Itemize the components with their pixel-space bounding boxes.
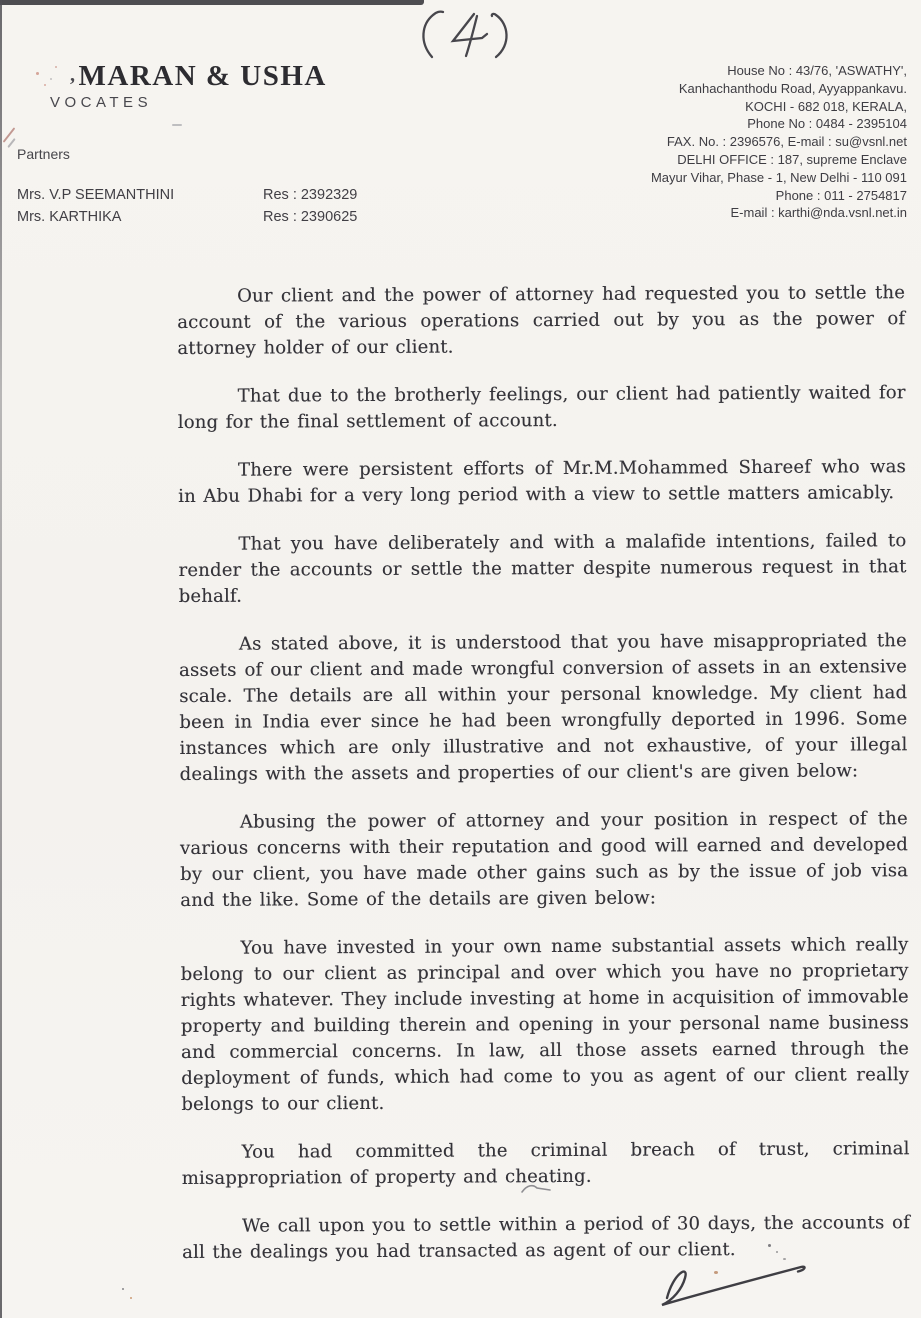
body-paragraph: As stated above, it is understood that you have misappropriated the assets of our client and made wrongful conversion of assets in an extensive scale. The details are all within your personal knowledge. My client had been in India ever since he had been wrongfully deported in 1996. Some instances which are only illustrative and not exhaustive, of your illegal dealings with the assets and properties of our client's are given below: (178, 630, 908, 785)
partner-row (17, 206, 357, 228)
body-paragraph: Our client and the power of attorney had requested you to settle the account of the various operations carried out by you as the power of attorney holder of our client. (177, 282, 906, 359)
body-paragraph: You had committed the criminal breach of trust, criminal misappropriation of property and cheating. (181, 1138, 910, 1189)
firm-name-text: MARAN & USHA (78, 60, 327, 92)
partner-residence-phone: Res : 2390625 (263, 209, 358, 225)
partners-list (17, 184, 357, 228)
handwritten-page-number (405, 5, 525, 63)
partner-residence-phone: Res : 2392329 (263, 187, 358, 203)
scan-speck (36, 72, 39, 75)
body-paragraph: That you have deliberately and with a malafide intentions, failed to render the accounts or settle the matter despite numerous request in that behalf. (178, 530, 907, 607)
address-line: DELHI OFFICE : 187, supreme Enclave (677, 151, 907, 167)
partners-label: Partners (17, 146, 70, 162)
address-line: E-mail : karthi@nda.vsnl.net.in (730, 205, 907, 221)
scan-speck (130, 1297, 132, 1299)
pencil-squiggle-mark (520, 1182, 554, 1196)
scan-speck (55, 66, 57, 68)
scan-speck (44, 84, 46, 86)
office-address-block (651, 62, 907, 222)
scan-speck (50, 78, 52, 80)
address-line: Kanhachanthodu Road, Ayyappankavu. (678, 80, 907, 96)
body-paragraph: We call upon you to settle within a period of 30 days, the accounts of all the dealings you had transacted as agent of our client. (182, 1212, 910, 1263)
scan-speck (122, 1288, 124, 1290)
address-line: Phone No : 0484 - 2395104 (747, 116, 907, 132)
firm-name (70, 60, 327, 93)
address-line: FAX. No. : 2396576, E-mail : su@vsnl.net (666, 134, 907, 150)
scan-artifact-top-edge (0, 0, 424, 5)
signature-flourish (645, 1258, 815, 1310)
body-paragraph: You have invested in your own name substantial assets which really belong to our client as principal and over which you have no proprietary rights whatever. They include investing at home in acquisition of immovable property and building therein and opening in your personal name business and commercial concerns. In law, all those assets earned through the deployment of funds, which had come to you as agent of our client really belongs to our client. (180, 934, 910, 1115)
pencil-mark (7, 138, 15, 148)
cut-letter-mark: , (70, 64, 77, 86)
firm-subtitle-advocates: VOCATES (50, 94, 153, 111)
scan-artifact-left-edge (0, 0, 2, 1318)
address-line: KOCHI - 682 018, KERALA, (745, 98, 907, 114)
body-paragraph: That due to the brotherly feelings, our client had patiently waited for long for the final settlement of account. (177, 382, 906, 433)
partner-name: Mrs. KARTHIKA (17, 209, 122, 225)
stray-dash-mark (172, 124, 182, 126)
address-line: House No : 43/76, 'ASWATHY', (727, 63, 907, 78)
address-line: Mayur Vihar, Phase - 1, New Delhi - 110 091 (650, 169, 907, 185)
partner-name: Mrs. V.P SEEMANTHINI (17, 187, 175, 203)
letter-body (177, 280, 910, 1288)
address-line: Phone : 011 - 2754817 (775, 187, 907, 203)
body-paragraph: There were persistent efforts of Mr.M.Mohammed Shareef who was in Abu Dhabi for a very long period with a view to settle matters amicably. (178, 456, 907, 507)
partner-row (17, 184, 357, 206)
body-paragraph: Abusing the power of attorney and your position in respect of the various concerns with their reputation and good will earned and developed by our client, you have made other gains such as by the issue of job visa and the like. Some of the details are given below: (179, 808, 909, 911)
